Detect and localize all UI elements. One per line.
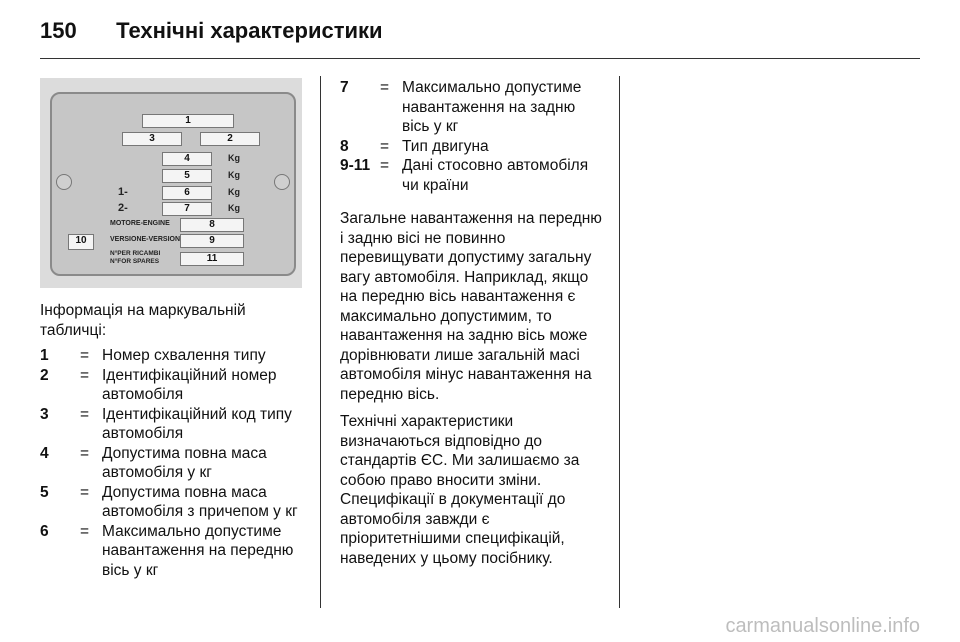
unit-kg: Kg (228, 153, 240, 163)
label-versione-version: VERSIONE-VERSION (110, 236, 181, 243)
paragraph-specifications: Технічні характеристики визначаються відповідно до стандартів ЄС. Ми залишаємо за собою право вносити зміни. Специфікації в документації до автомобіля завжди є пріоритетнішими специфікацій, наведених у цьому посібнику. (340, 413, 580, 567)
plate-box-5: 5 (162, 169, 212, 183)
row-marker-1: 1- (118, 186, 128, 198)
plate-box-2: 2 (200, 132, 260, 146)
plate-box-9: 9 (180, 234, 244, 248)
legend-item: 6 = Максимально допустиме навантаження на передню вісь у кг (40, 522, 294, 579)
plate-box-6: 6 (162, 186, 212, 200)
plate-box-8: 8 (180, 218, 244, 232)
plate-box-4: 4 (162, 152, 212, 166)
plate-box-1: 1 (142, 114, 234, 128)
legend-item: 2 = Ідентифікаційний номер автомобіля (40, 366, 277, 403)
plate-box-10: 10 (68, 234, 94, 250)
header-rule (40, 58, 920, 59)
label-motore-engine: MOTORE-ENGINE (110, 220, 170, 227)
legend-item: 7 = Максимально допустиме навантаження на задню вісь у кг (340, 79, 582, 135)
label-ricambi: N°PER RICAMBI (110, 250, 161, 257)
identification-plate (50, 92, 296, 276)
plate-box-3: 3 (122, 132, 182, 146)
legend-item: 3 = Ідентифікаційний код типу автомобіля (40, 405, 292, 442)
intro-text: Інформація на маркувальній табличці: (40, 302, 246, 339)
unit-kg: Kg (228, 203, 240, 213)
middle-column (340, 78, 602, 576)
paragraph-axle-load: Загальне навантаження на передню і задню вісі не повинно перевищувати допустиму загальну вагу автомобіля. Наприклад, якщо на передню вісь навантаження є максимально допустимим, то навантаження на задню вісь може дорівнювати лише загальній масі автомобіля мінус навантаження на передню вісь. (340, 210, 602, 403)
legend-item: 8 = Тип двигуна (340, 137, 489, 155)
row-marker-2: 2- (118, 202, 128, 214)
unit-kg: Kg (228, 170, 240, 180)
watermark: carmanualsonline.info (725, 615, 920, 637)
mounting-hole-left (56, 174, 72, 190)
mounting-hole-right (274, 174, 290, 190)
unit-kg: Kg (228, 187, 240, 197)
plate-box-7: 7 (162, 202, 212, 216)
legend-item: 5 = Допустима повна маса автомобіля з причепом у кг (40, 483, 298, 520)
vehicle-plate-figure (40, 78, 302, 288)
page-header (40, 18, 383, 44)
plate-box-11: 11 (180, 252, 244, 266)
label-spares: N°FOR SPARES (110, 258, 160, 265)
legend-item: 4 = Допустима повна маса автомобіля у кг (40, 444, 267, 481)
legend-item: 9-11 = Дані стосовно автомобіля чи країни (340, 157, 589, 194)
column-divider-2 (619, 76, 620, 608)
left-column (40, 301, 302, 580)
legend-item: 1 = Номер схвалення типу (40, 347, 266, 364)
page-title: Технічні характеристики (116, 18, 383, 43)
page-number: 150 (40, 18, 77, 43)
column-divider-1 (320, 76, 321, 608)
